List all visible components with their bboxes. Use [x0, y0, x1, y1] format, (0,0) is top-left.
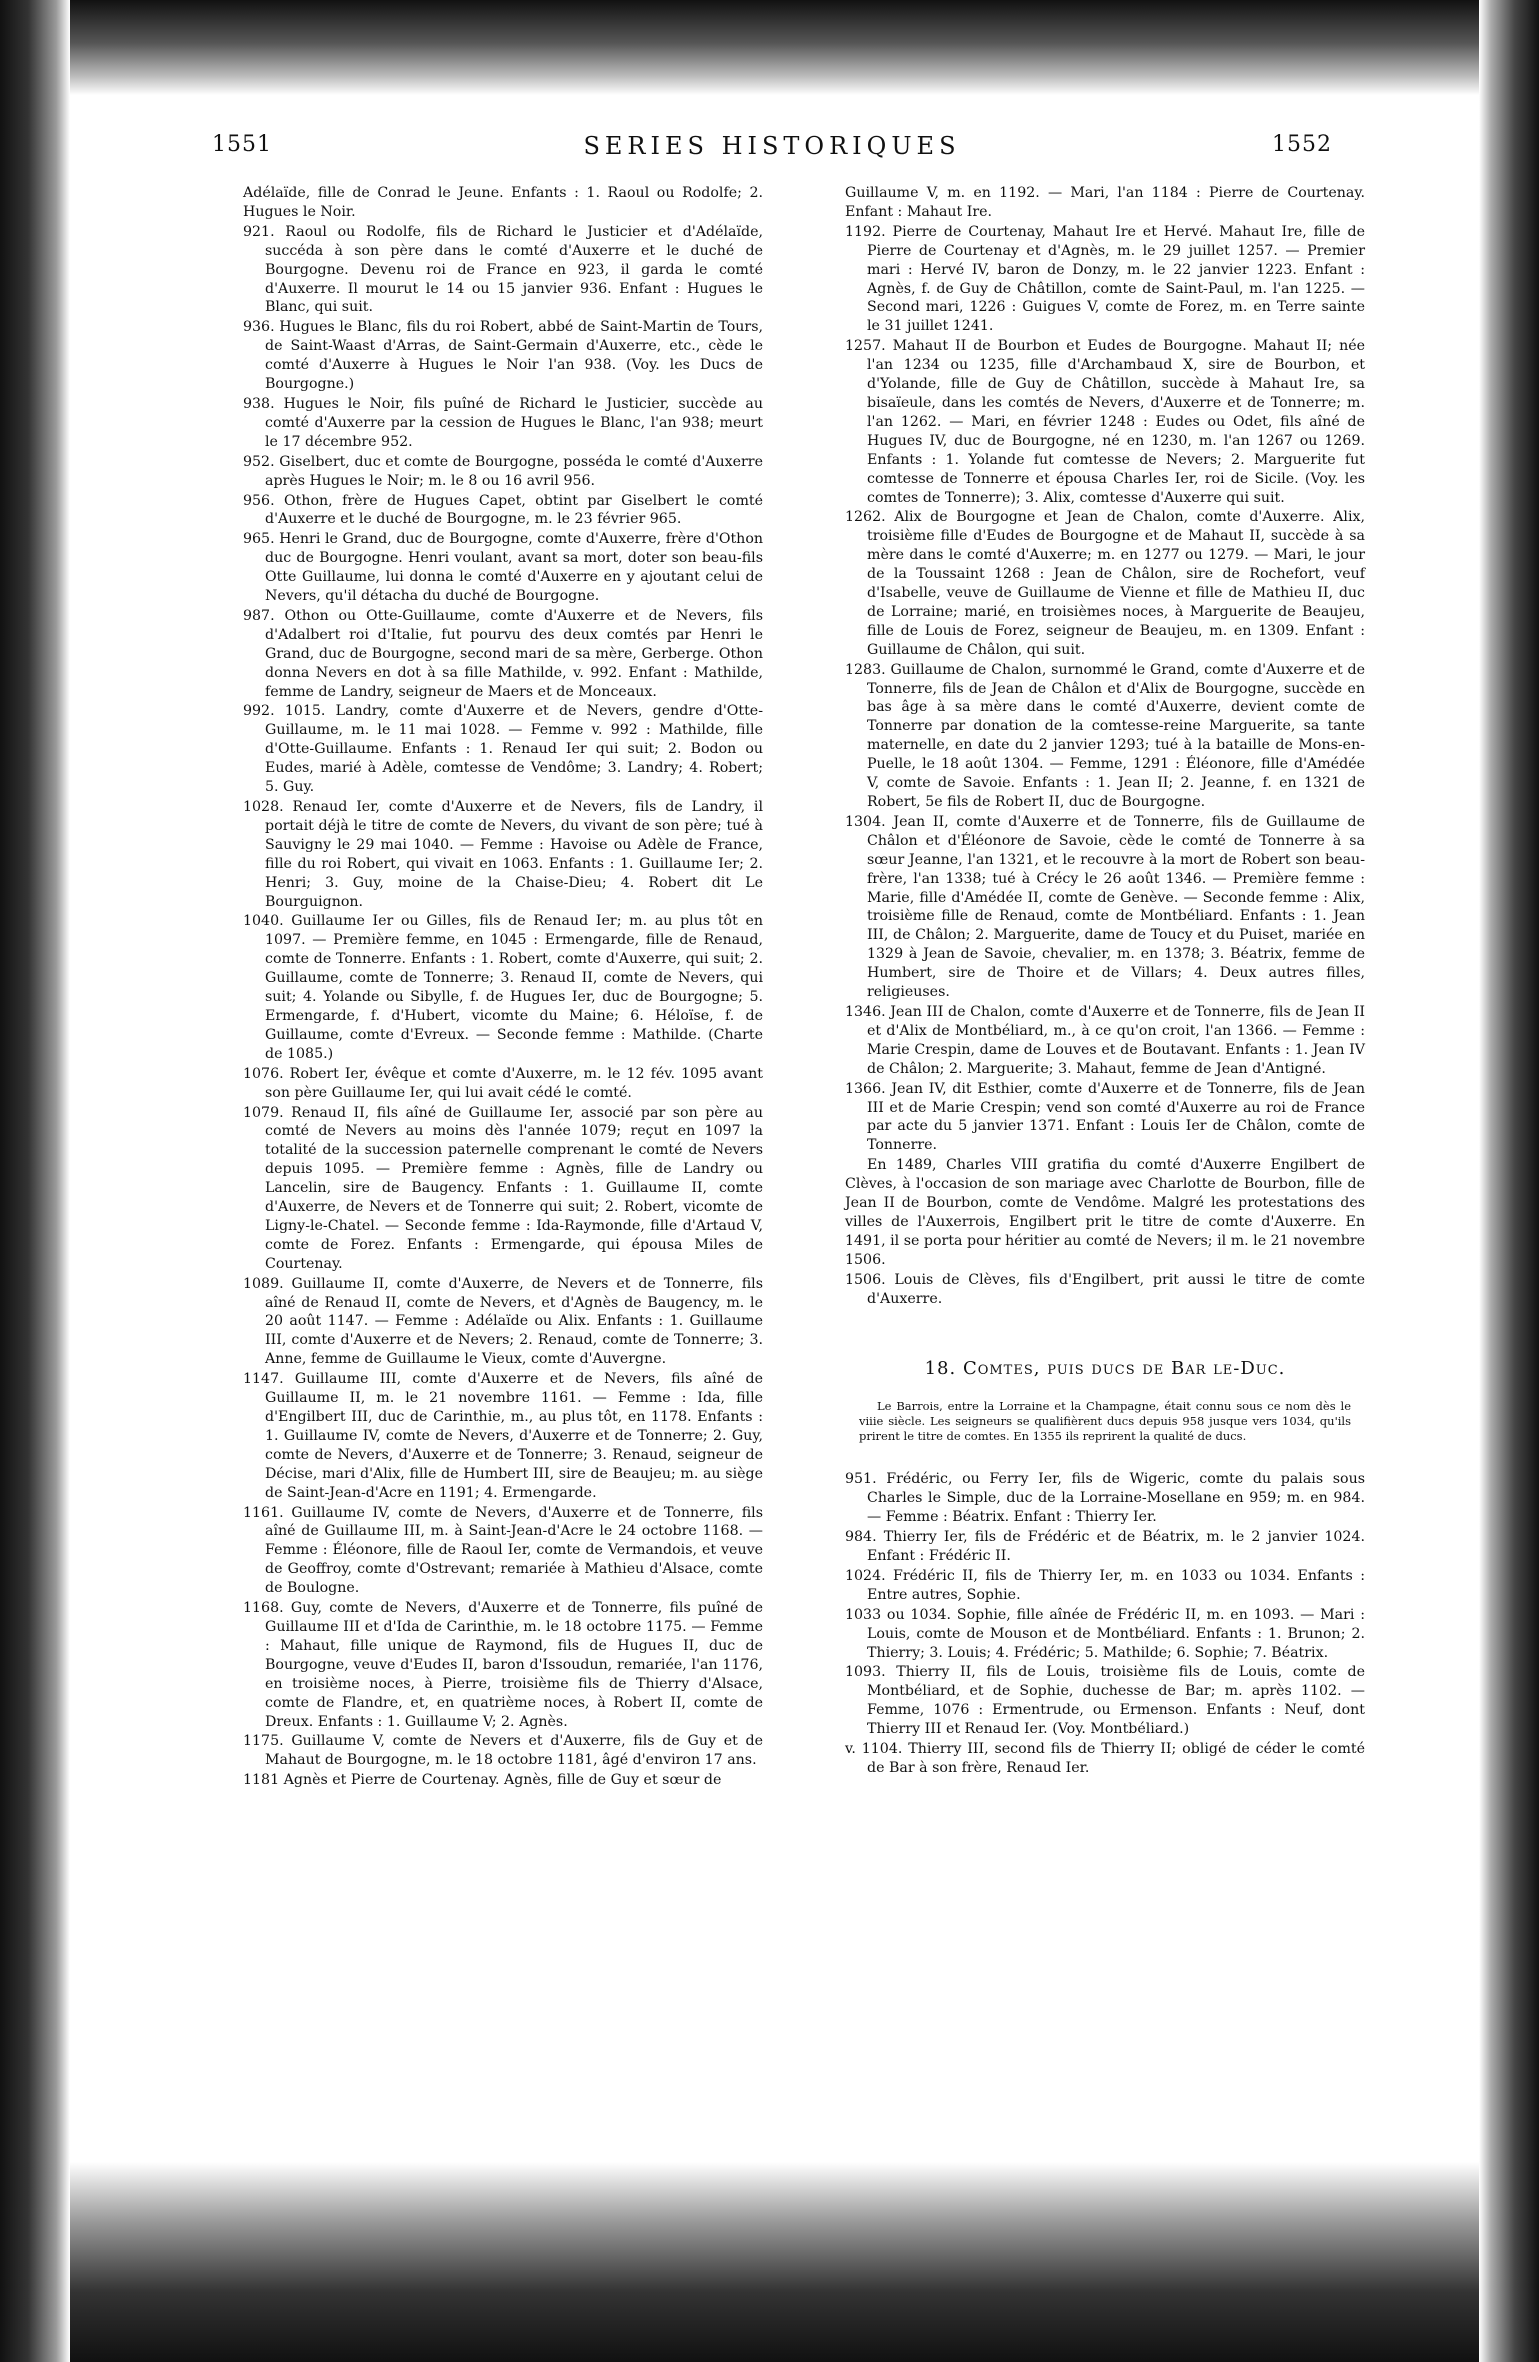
entry-text: 1262. Alix de Bourgogne et Jean de Chalon, comte d'Auxerre. Alix, troisième fille d'Eudes de Bourgogne et de Mahaut II, succède à sa mère dans le comté d'Auxerre; m. en 1277 ou 1279. — Mari, le jour de la Toussaint 1268 : Jean de Châlon, sire de Rochefort, veuf d'Isabelle, veuve de Guillaume de Vienne et fille de Mathieu II, duc de Lorraine; marié, en troisièmes noces, à Marguerite de Beaujeu, fille de Louis de Forez, seigneur de Beaujeu, m. en 1309. Enfant : Guillaume de Châlon, qui suit. — [845, 509, 1365, 658]
entry-text: Guillaume V, m. en 1192. — Mari, l'an 1184 : Pierre de Courtenay. Enfant : Mahaut Ire. — [845, 185, 1365, 220]
entry-text: 1024. Frédéric II, fils de Thierry Ier, m. en 1033 ou 1034. Enfants : Entre autres, Sophie. — [845, 1567, 1365, 1603]
entry-text: 951. Frédéric, ou Ferry Ier, fils de Wigeric, comte du palais sous Charles le Simple, duc de la Lorraine-Mosellane en 959; m. en 984. — Femme : Béatrix. Enfant : Thierry Ier. — [845, 1471, 1365, 1526]
page-header — [212, 132, 1332, 172]
entry-text: 956. Othon, frère de Hugues Capet, obtint par Giselbert le comté d'Auxerre et le duché de Bourgogne, m. le 23 février 965. — [243, 492, 763, 528]
entry-text: 1175. Guillaume V, comte de Nevers et d'Auxerre, fils de Guy et de Mahaut de Bourgogne, m. le 18 octobre 1181, âgé d'environ 17 ans. — [243, 1733, 763, 1769]
entry-text: 987. Othon ou Otte-Guillaume, comte d'Auxerre et de Nevers, fils d'Adalbert roi d'Italie, fut pourvu des deux comtés par Henri le Grand, duc de Bourgogne, second mari de sa mère, Gerberge. Othon donna Nevers en dot à sa fille Mathilde, v. 992. Enfant : Mathilde, femme de Landry, seigneur de Maers et de Monceaux. — [243, 607, 763, 700]
entry-text: 1093. Thierry II, fils de Louis, troisième fils de Louis, comte de Montbéliard, et de Sophie, duchesse de Bar; m. après 1102. — Femme, 1076 : Ermentrude, ou Ermenson. Enfants : Neuf, dont Thierry III et Renaud Ier. (Voy. Montbéliard.) — [845, 1664, 1365, 1738]
entry-text: 1161. Guillaume IV, comte de Nevers, d'Auxerre et de Tonnerre, fils aîné de Guillaume III, m. à Saint-Jean-d'Acre le 24 octobre 1168. — Femme : Éléonore, fille de Raoul Ier, comte de Vermandois, et veuve de Geoffroy, comte d'Ostrevant; remariée à Mathieu d'Alsace, comte de Boulogne. — [243, 1504, 763, 1597]
entry-text: 938. Hugues le Noir, fils puîné de Richard le Justicier, succède au comté d'Auxerre par la cession de Hugues le Blanc, l'an 938; meurt le 17 décembre 952. — [243, 395, 763, 450]
entry-text: 1181 Agnès et Pierre de Courtenay. Agnès, fille de Guy et sœur de — [243, 1772, 722, 1789]
scan-edge-left — [0, 0, 70, 2362]
entry-text: 1033 ou 1034. Sophie, fille aînée de Frédéric II, m. en 1093. — Mari : Louis, comte de Mouson et de Montbéliard. Enfants : 1. Brunon; 2. Thierry; 3. Louis; 4. Frédéric; 5. Mathilde; 6. Sophie; 7. Béatrix. — [845, 1606, 1365, 1661]
entry-text: 1076. Robert Ier, évêque et comte d'Auxerre, m. le 12 fév. 1095 avant son père Guillaume Ier, qui lui avait cédé le comté. — [243, 1065, 763, 1101]
entry-text: 1283. Guillaume de Chalon, surnommé le Grand, comte d'Auxerre et de Tonnerre, fils de Jean de Châlon et d'Alix de Bourgogne, succède en bas âge à sa mère dans le comté d'Auxerre, devient comte de Tonnerre par donation de la comtesse-reine Marguerite, sa tante maternelle, en date du 2 janvier 1293; tué à la bataille de Mons-en-Puelle, le 18 août 1304. — Femme, 1291 : Éléonore, fille d'Amédée V, comte de Savoie. Enfants : 1. Jean II; 2. Jeanne, f. en 1321 de Robert, 5e fils de Robert II, duc de Bourgogne. — [845, 661, 1365, 810]
section-title: 18. Comtes, puis ducs de Bar le-Duc. — [924, 1358, 1286, 1380]
entry-text: 921. Raoul ou Rodolfe, fils de Richard le Justicier et d'Adélaïde, succéda à son père dans le comté d'Auxerre et le duché de Bourgogne. Devenu roi de France en 923, il garda le comté d'Auxerre. Il mourut le 14 ou 15 janvier 936. Enfant : Hugues le Blanc, qui suit. — [243, 223, 763, 316]
left-column — [243, 184, 763, 1791]
page-number-left: 1551 — [212, 132, 272, 157]
entry-text: v. 1104. Thierry III, second fils de Thierry II; obligé de céder le comté de Bar à son frère, Renaud Ier. — [845, 1741, 1365, 1776]
scan-edge-top — [0, 0, 1539, 95]
entry-text: 1028. Renaud Ier, comte d'Auxerre et de Nevers, fils de Landry, il portait déjà le titre de comte de Nevers, du vivant de son père; tué à Sauvigny le 29 mai 1040. — Femme : Havoise ou Adèle de France, fille du roi Robert, qui vivait en 1063. Enfants : 1. Guillaume Ier; 2. Henri; 3. Guy, moine de la Chaise-Dieu; 4. Robert dit Le Bourguignon. — [243, 799, 763, 910]
entry-text: 984. Thierry Ier, fils de Frédéric et de Béatrix, m. le 2 janvier 1024. Enfant : Frédéric II. — [845, 1529, 1365, 1564]
entry-text: 1346. Jean III de Chalon, comte d'Auxerre et de Tonnerre, fils de Jean II et d'Alix de Montbéliard, m., à ce qu'on croit, l'an 1366. — Femme : Marie Crespin, dame de Louves et de Boutavant. Enfants : 1. Jean IV de Châlon; 2. Marguerite; 3. Mahaut, femme de Jean d'Antigné. — [845, 1003, 1365, 1077]
entry-text: 1192. Pierre de Courtenay, Mahaut Ire et Hervé. Mahaut Ire, fille de Pierre de Courtenay et d'Agnès, m. le 29 juillet 1257. — Premier mari : Hervé IV, baron de Donzy, m. le 22 janvier 1223. Enfant : Agnès, f. de Guy de Châtillon, comte de Saint-Paul, m. l'an 1225. — Second mari, 1226 : Guigues V, comte de Forez, m. en Terre sainte le 31 juillet 1241. — [845, 223, 1365, 335]
entry-text: 1079. Renaud II, fils aîné de Guillaume Ier, associé par son père au comté de Nevers au moins dès l'année 1079; reçut en 1097 la totalité de la succession paternelle comprenant le comté de Nevers depuis 1095. — Première femme : Agnès, fille de Landry ou Lancelin, sire de Baugency. Enfants : 1. Guillaume II, comte d'Auxerre, de Nevers et de Tonnerre qui suit; 2. Robert, vicomte de Ligny-le-Chatel. — Seconde femme : Ida-Raymonde, fille d'Artaud V, comte de Forez. Enfants : Ermengarde, qui épousa Miles de Courtenay. — [243, 1104, 763, 1272]
entry-text: 965. Henri le Grand, duc de Bourgogne, comte d'Auxerre, frère d'Othon duc de Bourgogne. Henri voulant, avant sa mort, doter son beau-fils Otte Guillaume, lui donna le comté d'Auxerre en y ajoutant celui de Nevers, qu'il détacha du duché de Bourgogne. — [243, 531, 763, 605]
entry-text: 1147. Guillaume III, comte d'Auxerre et de Nevers, fils aîné de Guillaume II, m. le 21 novembre 1161. — Femme : Ida, fille d'Engilbert III, duc de Carinthie, m., au plus tôt, en 1178. Enfants : 1. Guillaume IV, comte de Nevers, d'Auxerre et de Tonnerre; 2. Guy, comte de Nevers, d'Auxerre et de Tonnerre; 3. Renaud, seigneur de Décise, mari d'Alix, fille de Humbert III, sire de Beaujeu; m. au siège de Saint-Jean-d'Acre en 1191; 4. Ermengarde. — [243, 1371, 763, 1501]
entry-text: 952. Giselbert, duc et comte de Bourgogne, posséda le comté d'Auxerre après Hugues le Noir; m. le 8 ou 16 avril 956. — [243, 453, 763, 489]
right-column — [845, 184, 1365, 1779]
section-intro: Le Barrois, entre la Lorraine et la Champagne, était connu sous ce nom dès le viiie siècle. Les seigneurs se qualifièrent ducs depuis 958 jusque vers 1034, qu'ils prirent le titre de comtes. En 1355 ils reprirent la qualité de ducs. — [859, 1399, 1351, 1444]
page-number-right: 1552 — [1272, 132, 1332, 157]
entry-text: 1304. Jean II, comte d'Auxerre et de Tonnerre, fils de Guillaume de Châlon et d'Éléonore de Savoie, cède le comté de Tonnerre à sa sœur Jeanne, l'an 1321, et le recouvre à la mort de Robert son beau-frère, l'an 1338; tué à Crécy le 26 août 1346. — Première femme : Marie, fille d'Amédée II, comte de Genève. — Seconde femme : Alix, troisième fille de Renaud, comte de Montbéliard. Enfants : 1. Jean III, de Châlon; 2. Marguerite, dame de Toucy et du Puiset, mariée en 1329 à Jean de Savoie, chevalier, m. en 1378; 3. Béatrix, femme de Humbert, sire de Thoire et de Villars; 4. Deux autres filles, religieuses. — [845, 813, 1365, 1001]
entry-text: 1089. Guillaume II, comte d'Auxerre, de Nevers et de Tonnerre, fils aîné de Renaud II, comte de Nevers, et d'Agnès de Baugency, m. le 20 août 1147. — Femme : Adélaïde ou Alix. Enfants : 1. Guillaume III, comte d'Auxerre et de Nevers; 2. Renaud, comte de Tonnerre; 3. Anne, femme de Guillaume le Vieux, comte d'Auvergne. — [243, 1275, 763, 1368]
entry-text: Adélaïde, fille de Conrad le Jeune. Enfants : 1. Raoul ou Rodolfe; 2. Hugues le Noir. — [243, 185, 763, 220]
entry-text: 992. 1015. Landry, comte d'Auxerre et de Nevers, gendre d'Otte-Guillaume, m. le 11 mai 1028. — Femme v. 992 : Mathilde, fille d'Otte-Guillaume. Enfants : 1. Renaud Ier qui suit; 2. Bodon ou Eudes, marié à Adèle, comtesse de Vendôme; 3. Landry; 4. Robert; 5. Guy. — [243, 703, 763, 796]
entry-text: 1168. Guy, comte de Nevers, d'Auxerre et de Tonnerre, fils puîné de Guillaume III et d'Ida de Carinthie, m. le 18 octobre 1175. — Femme : Mahaut, fille unique de Raymond, fils de Hugues II, duc de Bourgogne, veuve d'Eudes II, baron d'Issoudun, remariée, l'an 1176, en troisième noces, à Pierre, troisième fils de Thierry d'Alsace, comte de Flandre, et, en quatrième noces, à Robert II, comte de Dreux. Enfants : 1. Guillaume V; 2. Agnès. — [243, 1600, 763, 1730]
scan-edge-right — [1479, 0, 1539, 2362]
scan-edge-bottom — [0, 2162, 1539, 2362]
entry-text: 1040. Guillaume Ier ou Gilles, fils de Renaud Ier; m. au plus tôt en 1097. — Première femme, en 1045 : Ermengarde, fille de Renaud, comte de Tonnerre. Enfants : 1. Robert, comte d'Auxerre, qui suit; 2. Guillaume, comte de Tonnerre; 3. Renaud II, comte de Nevers, qui suit; 4. Yolande ou Sibylle, f. de Hugues Ier, duc de Bourgogne; 5. Ermengarde, f. d'Hubert, vicomte du Maine; 6. Héloïse, f. de Guillaume, comte d'Evreux. — Seconde femme : Mathilde. (Charte de 1085.) — [243, 913, 763, 1062]
page-title: SERIES HISTORIQUES — [583, 132, 961, 160]
entry-text: 1366. Jean IV, dit Esthier, comte d'Auxerre et de Tonnerre, fils de Jean III et de Marie Crespin; vend son comté d'Auxerre au roi de France par acte du 5 janvier 1371. Enfant : Louis Ier de Châlon, comte de Tonnerre. — [845, 1080, 1365, 1154]
entry-text: 936. Hugues le Blanc, fils du roi Robert, abbé de Saint-Martin de Tours, de Saint-Waast d'Arras, de Saint-Germain d'Auxerre, etc., cède le comté d'Auxerre à Hugues le Noir l'an 938. (Voy. les Ducs de Bourgogne.) — [243, 319, 763, 393]
entry-text: En 1489, Charles VIII gratifia du comté d'Auxerre Engilbert de Clèves, à l'occasion de son mariage avec Charlotte de Bourbon, fille de Jean II de Bourbon, comte de Vendôme. Malgré les protestations des villes de l'Auxerrois, Engilbert prit le titre de comte d'Auxerre. En 1491, il se porta pour héritier au comté de Nevers; il m. le 21 novembre 1506. — [845, 1157, 1365, 1268]
entry-text: 1257. Mahaut II de Bourbon et Eudes de Bourgogne. Mahaut II; née l'an 1234 ou 1235, fille d'Archambaud X, sire de Bourbon, et d'Yolande, fille de Guy de Châtillon, succède à Mahaut Ire, sa bisaïeule, dans les comtés de Nevers, d'Auxerre et de Tonnerre; m. l'an 1262. — Mari, en février 1248 : Eudes ou Odet, fils aîné de Hugues IV, duc de Bourgogne, né en 1230, m. l'an 1267 ou 1269. Enfants : 1. Yolande fut comtesse de Nevers; 2. Marguerite fut comtesse de Tonnerre et épousa Charles Ier, roi de Sicile. (Voy. les comtes de Tonnerre); 3. Alix, comtesse d'Auxerre qui suit. — [845, 338, 1365, 506]
entry-text: 1506. Louis de Clèves, fils d'Engilbert, prit aussi le titre de comte d'Auxerre. — [845, 1271, 1365, 1307]
